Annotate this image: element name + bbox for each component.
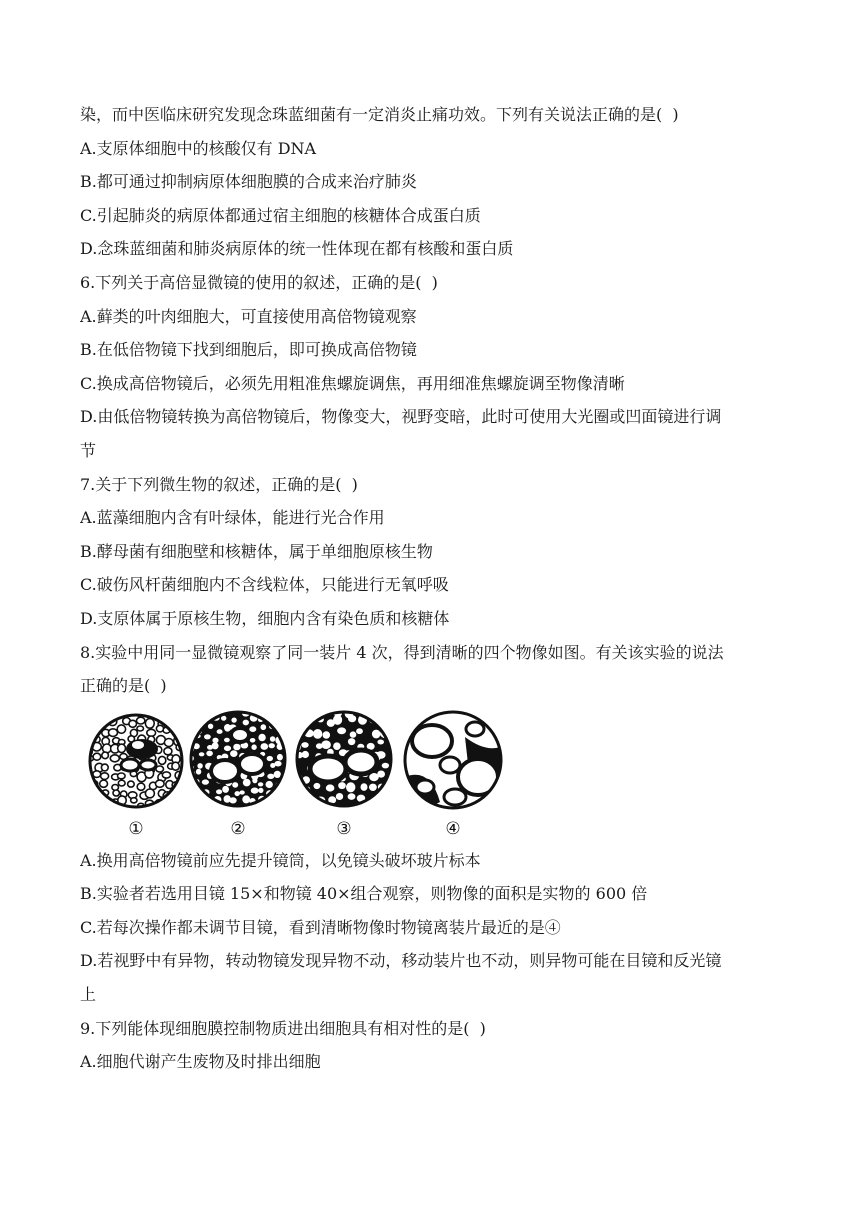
q7-option-b: B.酵母菌有细胞壁和核糖体，属于单细胞原核生物 (80, 541, 433, 561)
q8-stem-line1: 8.实验中用同一显微镜观察了同一装片 4 次，得到清晰的四个物像如图。有关该实验的说法 (80, 642, 724, 662)
microscope-fields-svg (80, 707, 520, 844)
field-2 (185, 707, 285, 806)
q7-option-d: D.支原体属于原核生物，细胞内含有染色质和核糖体 (80, 608, 450, 628)
q5-option-b: B.都可通过抑制病原体细胞膜的合成来治疗肺炎 (80, 172, 417, 192)
q8-option-a: A.换用高倍物镜前应先提升镜筒，以免镜头破坏玻片标本 (80, 850, 481, 870)
q5-option-a: A.支原体细胞中的核酸仅有 DNA (80, 138, 317, 158)
field-3 (289, 707, 392, 806)
figure-label-3: ③ (336, 818, 352, 839)
q8-option-c: C.若每次操作都未调节目镜，看到清晰物像时物镜离装片最近的是④ (80, 917, 561, 937)
q7-option-c: C.破伤风杆菌细胞内不含线粒体，只能进行无氧呼吸 (80, 575, 449, 595)
q6-option-d-line1: D.由低倍物镜转换为高倍物镜后，物像变大，视野变暗，此时可使用大光圈或凹面镜进行调 (80, 407, 722, 427)
figure-label-4: ④ (445, 818, 461, 839)
figure-label-1: ① (128, 818, 144, 839)
q6-option-b: B.在低倍物镜下找到细胞后，即可换成高倍物镜 (80, 340, 417, 360)
figure-label-2: ② (230, 818, 246, 839)
q5-stem-tail: 染，而中医临床研究发现念珠蓝细菌有一定消炎止痛功效。下列有关说法正确的是( ) (80, 105, 679, 124)
q8-option-d-line1: D.若视野中有异物，转动物镜发现异物不动，移动装片也不动，则异物可能在目镜和反光镜 (80, 951, 722, 971)
q6-option-a: A.藓类的叶肉细胞大，可直接使用高倍物镜观察 (80, 306, 417, 326)
q9-stem: 9.下列能体现细胞膜控制物质进出细胞具有相对性的是( ) (80, 1018, 486, 1038)
q8-option-d-line2: 上 (80, 985, 97, 1005)
q8-option-b: B.实验者若选用目镜 15×和物镜 40×组合观察，则物像的面积是实物的 600 倍 (80, 884, 648, 904)
field-4 (405, 712, 501, 817)
q5-option-d: D.念珠蓝细菌和肺炎病原体的统一性体现在都有核酸和蛋白质 (80, 239, 514, 259)
q6-option-d-line2: 节 (80, 440, 97, 460)
q6-option-c: C.换成高倍物镜后，必须先用粗准焦螺旋调焦，再用细准焦螺旋调至物像清晰 (80, 373, 625, 393)
q7-stem: 7.关于下列微生物的叙述，正确的是( ) (80, 474, 358, 494)
q6-stem: 6.下列关于高倍显微镜的使用的叙述，正确的是( ) (80, 272, 438, 292)
microscope-figure (80, 707, 780, 844)
q8-stem-line2: 正确的是( ) (80, 676, 167, 696)
q7-option-a: A.蓝藻细胞内含有叶绿体，能进行光合作用 (80, 508, 385, 528)
q5-option-c: C.引起肺炎的病原体都通过宿主细胞的核糖体合成蛋白质 (80, 205, 481, 225)
field-1 (83, 707, 185, 809)
q9-option-a: A.细胞代谢产生废物及时排出细胞 (80, 1052, 321, 1072)
question-text (80, 98, 780, 1079)
